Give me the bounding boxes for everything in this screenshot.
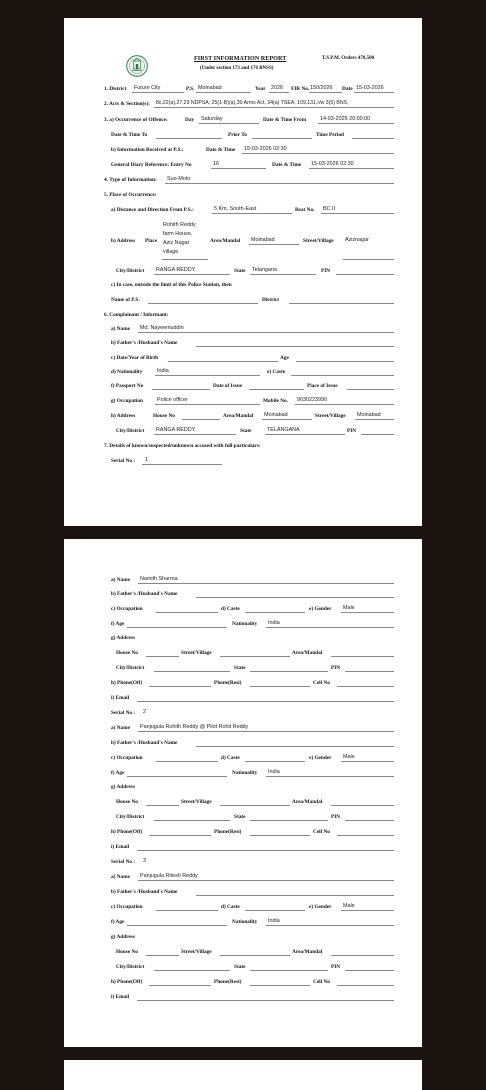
label-acc2-state: State <box>234 814 246 820</box>
label-acc2-phone-resi: Phone(Resi) <box>214 829 242 835</box>
label-acc2-name: a) Name <box>111 725 130 731</box>
value-comp-nationality: India <box>157 368 169 374</box>
label-place-of-issue: Place of Issue <box>307 383 338 389</box>
value-acc3-name: Panjugula Ritesh Reddy <box>140 873 198 879</box>
label-date: Date <box>342 86 353 92</box>
label-acc1-street: Street/Village <box>181 650 212 656</box>
label-type-info: 4. Type of Information: <box>104 177 157 183</box>
label-acc1-occupation: c) Occupation <box>111 606 143 612</box>
value-district: Future City <box>134 85 161 91</box>
label-acc2-pin: PIN <box>331 814 341 820</box>
value-place-lines <box>163 221 196 257</box>
value-ps: Moinabad <box>198 85 222 91</box>
label-beat: Beat No. <box>295 207 315 213</box>
label-acc3-phone-off: h) Phone(Off) <box>111 979 143 985</box>
label-district: 1. District <box>104 86 127 92</box>
label-info-received: b) Information Received at P.S.: <box>111 147 184 153</box>
label-acts: 2. Acts & Section(s): <box>104 101 150 107</box>
label-date-time-to: Date & Time To <box>111 132 148 138</box>
label-acc1-phone-off: h) Phone(Off) <box>111 680 143 686</box>
label-acc2-cell: Cell No <box>313 829 330 835</box>
label-comp-area-mandal: Area/Mandal <box>223 413 254 419</box>
label-outside-limit: c) In case, outside the limit of this Police Station, then <box>111 282 232 288</box>
label-acc3-cell: Cell No <box>313 979 330 985</box>
label-serial-1: Serial No : <box>111 458 136 464</box>
value-acts: 8c,22(a),27,29 NDPSA, 25(1-B)(a),30 Arms Act, 34(a) TSEA, 109,131,r/w 3(5) BNS, <box>156 100 349 106</box>
label-acc1-pin: PIN <box>331 665 341 671</box>
label-acc3-city: City/District <box>116 964 145 970</box>
label-acc1-name: a) Name <box>111 577 130 583</box>
value-comp-area-mandal: Moinabad <box>264 412 288 418</box>
label-acc2-email: i) Email <box>111 844 130 850</box>
label-comp-caste: e) Caste <box>267 369 286 375</box>
label-name-ps: Name of P.S. <box>111 297 140 303</box>
value-acc1-name: Namith Sharma <box>140 576 178 582</box>
value-comp-state: TELANGANA <box>267 427 300 433</box>
value-street-village: Aziznagar <box>345 237 369 243</box>
label-comp-passport: f) Passport No <box>111 383 144 389</box>
place-line: farm House, <box>163 231 193 237</box>
value-beat: BC II <box>323 206 335 212</box>
label-pin: PIN <box>321 268 331 274</box>
orders-reference: T.S.P.M. Orders 470,500 <box>322 56 375 61</box>
value-acc2-name: Panjugula Rohith Reddy @ Pilot Rohit Reddy <box>140 724 249 730</box>
label-comp-age: Age <box>280 355 289 361</box>
label-acc3-caste: d) Caste <box>221 904 240 910</box>
label-gd-reference: General Diary Reference: Entry No <box>111 162 192 168</box>
report-subtitle: (Under section 173 and 176 BNSS) <box>200 66 274 71</box>
value-year: 2026 <box>271 85 283 91</box>
label-acc1-cell: Cell No <box>313 680 330 686</box>
state-emblem-icon <box>126 55 148 77</box>
value-serial-3: 3 <box>143 858 146 864</box>
label-serial-2: Serial No : <box>111 710 136 716</box>
value-info-received: 15-03-2026 02:30 <box>244 146 287 152</box>
value-area-mandal: Moinabad <box>251 237 275 243</box>
label-acc1-area: Area/Mandal <box>292 650 323 656</box>
value-comp-name: Md. Nayeemuddin <box>140 325 184 331</box>
value-acc1-gender: Male <box>343 605 355 611</box>
label-acc3-phone-resi: Phone(Resi) <box>214 979 242 985</box>
value-fir-no: 150/2026 <box>310 85 333 91</box>
label-acc1-address: g) Address <box>111 635 135 641</box>
label-acc3-state: State <box>234 964 246 970</box>
label-fir-no: FIR No. <box>291 86 310 92</box>
label-acc3-street: Street/Village <box>181 949 212 955</box>
label-acc2-phone-off: h) Phone(Off) <box>111 829 143 835</box>
place-line: Rohith Reddy <box>163 222 196 228</box>
label-place: 5. Place of Occurrence: <box>104 192 157 198</box>
label-outside-district: District <box>262 297 280 303</box>
value-acc1-nationality: India <box>268 620 280 626</box>
value-distance: 5 Km, South-East <box>214 206 257 212</box>
fir-page-2 <box>64 539 422 1047</box>
label-acc2-area: Area/Mandal <box>292 799 323 805</box>
label-occurrence: 3. a) Occurrence of Offence: <box>104 117 168 123</box>
label-acc1-gender: e) Gender <box>309 606 332 612</box>
value-acc3-gender: Male <box>343 903 355 909</box>
label-time-period: Time Period <box>316 132 344 138</box>
label-place-word: Place <box>145 238 158 244</box>
label-acc1-caste: d) Caste <box>221 606 240 612</box>
value-date: 15-03-2026 <box>356 85 384 91</box>
label-acc3-house: House No <box>116 949 138 955</box>
value-acc3-nationality: India <box>268 918 280 924</box>
value-comp-city: RANGA REDDY <box>156 427 196 433</box>
label-date-time-from: Date & Time From <box>263 117 307 123</box>
value-comp-street-village: Moinabad <box>357 412 381 418</box>
label-year: Year <box>255 86 266 92</box>
label-complainant: 6. Complainant / Informant: <box>104 312 169 318</box>
label-area-mandal: Area/Mandal <box>210 238 241 244</box>
label-acc1-phone-resi: Phone(Resi) <box>214 680 242 686</box>
label-comp-name: a) Name <box>111 326 130 332</box>
place-line: Aziz Nagar <box>163 240 190 246</box>
label-state: State <box>234 268 246 274</box>
label-day: Day <box>185 117 195 123</box>
value-comp-occupation: Police officer <box>157 397 188 403</box>
label-comp-nationality: d) Nationality <box>111 369 143 375</box>
label-acc2-city: City/District <box>116 814 145 820</box>
label-acc3-pin: PIN <box>331 964 341 970</box>
value-state: Telangana <box>252 267 277 273</box>
label-street-village: Street/Village <box>303 238 334 244</box>
label-date-of-issue: Date of Issue <box>213 383 243 389</box>
label-acc2-gender: e) Gender <box>309 755 332 761</box>
label-comp-father: b) Father's /Husband's Name <box>111 340 178 346</box>
label-acc3-area: Area/Mandal <box>292 949 323 955</box>
label-acc3-address: g) Address <box>111 934 135 940</box>
label-acc3-name: a) Name <box>111 874 130 880</box>
label-acc3-father: b) Father's /Husband's Name <box>111 889 178 895</box>
label-acc1-email: i) Email <box>111 695 130 701</box>
label-acc3-gender: e) Gender <box>309 904 332 910</box>
label-comp-mobile: Mobile No. <box>263 398 289 404</box>
value-serial-1: 1 <box>145 457 148 463</box>
label-acc1-age: f) Age <box>111 621 125 627</box>
value-acc2-nationality: India <box>268 769 280 775</box>
label-acc2-street: Street/Village <box>181 799 212 805</box>
label-accused-details: 7. Details of known/suspected/unknown accused with full particulars: <box>104 443 261 449</box>
label-prior-to: Prior To <box>228 132 247 138</box>
label-acc3-occupation: c) Occupation <box>111 904 143 910</box>
label-acc3-age: f) Age <box>111 919 125 925</box>
label-city-district: City/District <box>116 268 145 274</box>
label-gd-date-time: Date & Time <box>272 162 302 168</box>
label-acc1-state: State <box>234 665 246 671</box>
fir-page-3 <box>64 1060 422 1090</box>
label-distance: a) Distance and Direction From P.S.: <box>111 207 194 213</box>
label-acc1-father: b) Father's /Husband's Name <box>111 591 178 597</box>
value-acc2-gender: Male <box>343 754 355 760</box>
report-title: FIRST INFORMATION REPORT <box>194 55 287 62</box>
label-serial-3: Serial No : <box>111 859 136 865</box>
label-acc2-house: House No <box>116 799 138 805</box>
label-comp-street-village: Street/Village <box>315 413 346 419</box>
place-line: village <box>163 249 179 255</box>
value-serial-2: 2 <box>143 709 146 715</box>
fir-page-1 <box>64 18 422 526</box>
label-acc2-occupation: c) Occupation <box>111 755 143 761</box>
label-comp-dob: c) Date/Year of Birth <box>111 355 159 361</box>
label-ps: P.S. <box>186 86 195 92</box>
value-city-district: RANGA REDDY <box>156 267 196 273</box>
label-acc2-address: g) Address <box>111 784 135 790</box>
label-acc1-nationality: Nationality <box>232 621 258 627</box>
value-day: Saturday <box>201 116 223 122</box>
value-gd-date-time: 15-03-2026 02:30 <box>311 161 354 167</box>
label-comp-address: h) Address <box>111 413 136 419</box>
label-comp-city: City/District <box>116 428 145 434</box>
label-acc2-father: b) Father's /Husband's Name <box>111 740 178 746</box>
label-info-date-time: Date & Time <box>206 147 236 153</box>
label-acc1-house: House No <box>116 650 138 656</box>
label-b-address: b) Address <box>111 238 136 244</box>
label-comp-occupation: g) Occupation <box>111 398 143 404</box>
label-acc3-nationality: Nationality <box>232 919 258 925</box>
label-comp-house-no: House No <box>153 413 175 419</box>
label-acc2-age: f) Age <box>111 770 125 776</box>
label-acc2-caste: d) Caste <box>221 755 240 761</box>
label-comp-state: State <box>240 428 252 434</box>
label-comp-pin: PIN <box>347 428 357 434</box>
value-date-time-from: 14-03-2026 20:00:00 <box>320 116 371 122</box>
value-comp-mobile: 9030223990 <box>297 397 327 403</box>
label-acc3-email: i) Email <box>111 994 130 1000</box>
label-acc1-city: City/District <box>116 665 145 671</box>
value-type-info: Suo-Moto <box>167 176 191 182</box>
label-acc2-nationality: Nationality <box>232 770 258 776</box>
value-gd-entry: 16 <box>213 161 219 167</box>
